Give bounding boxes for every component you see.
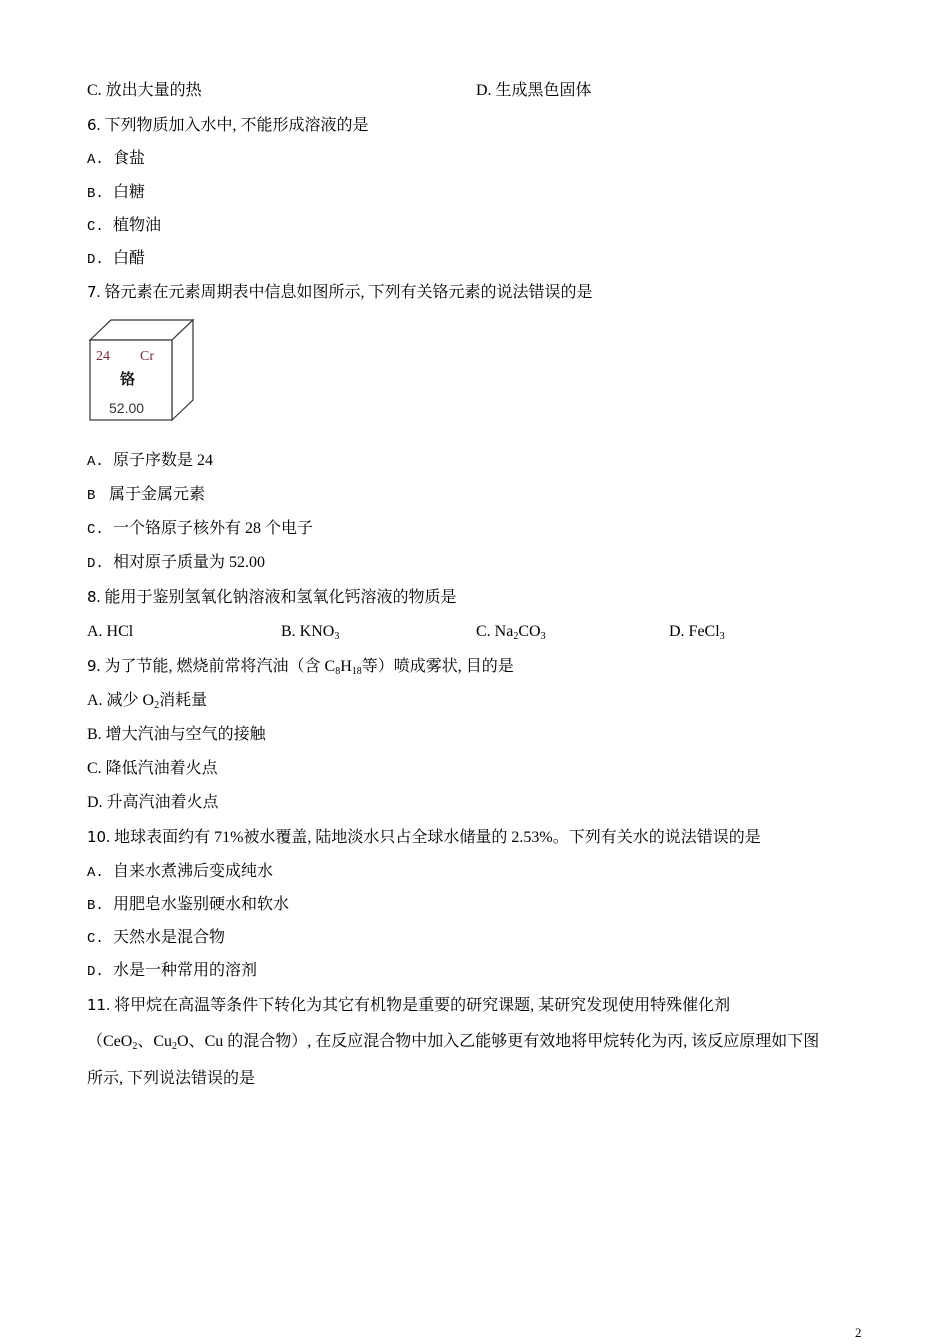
question-text: H — [340, 658, 352, 675]
option-text: 一个铬原子核外有 28 个电子 — [113, 520, 314, 537]
option-text: 天然水是混合物 — [113, 929, 226, 946]
question-11-line-2 — [87, 1031, 819, 1053]
option-text: 水是一种常用的溶剂 — [113, 962, 258, 979]
q9-option-c: C. 降低汽油着火点 — [87, 760, 218, 777]
q9-option-a — [87, 690, 207, 712]
q9-option-b: B. 增大汽油与空气的接触 — [87, 726, 266, 743]
option-letter: A. — [87, 152, 104, 168]
subscript: 3 — [540, 631, 546, 642]
q5-option-d: D. 生成黑色固体 — [476, 82, 592, 99]
option-text: 相对原子质量为 52.00 — [113, 554, 266, 571]
option-letter: D. — [87, 556, 104, 572]
element-name: 铬 — [120, 370, 136, 388]
q10-option-b — [87, 894, 289, 917]
option-letter: B — [87, 488, 96, 504]
q6-option-c — [87, 215, 161, 238]
q7-option-a — [87, 450, 213, 473]
question-9-stem — [87, 655, 514, 678]
option-text: 消耗量 — [159, 692, 208, 709]
q10-option-a — [87, 861, 273, 884]
option-letter: B. — [87, 186, 104, 202]
atomic-mass: 52.00 — [109, 400, 145, 416]
periodic-table-cell — [87, 318, 197, 424]
subscript: 2 — [132, 1041, 138, 1052]
option-text: A. 减少 O — [87, 692, 155, 709]
q10-option-d — [87, 960, 257, 983]
subscript: 18 — [351, 666, 362, 677]
q7-option-c — [87, 518, 313, 541]
question-8-stem — [87, 586, 457, 609]
option-text: C. Na — [476, 623, 514, 640]
question-text: . 能用于鉴别氢氧化钠溶液和氢氧化钙溶液的物质是 — [96, 589, 457, 606]
q8-option-a: A. HCl — [87, 623, 134, 640]
option-text: 白醋 — [113, 250, 146, 267]
option-text: 白糖 — [113, 184, 146, 201]
subscript: 8 — [335, 666, 341, 677]
option-text: 食盐 — [113, 150, 146, 167]
option-text: B. KNO — [281, 623, 335, 640]
question-number: 6 — [87, 116, 97, 134]
q6-option-d — [87, 248, 145, 271]
question-7-stem — [87, 281, 593, 304]
question-number: 9 — [87, 657, 97, 675]
option-letter: C. — [87, 219, 104, 235]
subscript: 3 — [719, 631, 725, 642]
question-11-line-3: 所示, 下列说法错误的是 — [87, 1070, 256, 1087]
page-number: 2 — [855, 1325, 862, 1340]
option-letter: C. — [87, 931, 104, 947]
q8-option-b — [281, 621, 339, 643]
q10-option-c — [87, 927, 225, 950]
question-6-stem — [87, 114, 369, 137]
option-text: 属于金属元素 — [109, 486, 206, 503]
question-text: . 下列物质加入水中, 不能形成溶液的是 — [96, 117, 369, 134]
subscript: 2 — [172, 1041, 178, 1052]
subscript: 2 — [154, 700, 160, 711]
option-text: 原子序数是 24 — [113, 452, 214, 469]
question-number: 8 — [87, 588, 97, 606]
question-text: . 为了节能, 燃烧前常将汽油（含 C — [96, 658, 336, 675]
element-symbol: Cr — [140, 349, 154, 364]
atomic-number: 24 — [96, 349, 110, 364]
q5-option-c: C. 放出大量的热 — [87, 82, 202, 99]
option-text: 自来水煮沸后变成纯水 — [113, 863, 274, 880]
q6-option-b — [87, 182, 145, 205]
option-letter: D. — [87, 252, 104, 268]
question-text: . 地球表面约有 71%被水覆盖, 陆地淡水只占全球水储量的 2.53%。下列有关水的说法错误的是 — [106, 829, 761, 846]
q8-option-c — [476, 621, 546, 643]
question-text: O、Cu 的混合物）, 在反应混合物中加入乙能够更有效地将甲烷转化为丙, 该反应原理如下图 — [177, 1033, 820, 1050]
subscript: 3 — [334, 631, 340, 642]
question-number: 11 — [87, 996, 107, 1014]
option-letter: B. — [87, 898, 104, 914]
option-text: CO — [518, 623, 541, 640]
question-number: 7 — [87, 283, 97, 301]
option-letter: A. — [87, 865, 104, 881]
element-cell-drawing — [87, 318, 197, 424]
option-letter: D. — [87, 964, 104, 980]
question-text: 、Cu — [137, 1033, 173, 1050]
question-10-stem — [87, 826, 761, 849]
question-text: 等）喷成雾状, 目的是 — [361, 658, 514, 675]
q7-option-d — [87, 552, 265, 575]
question-11-stem — [87, 994, 730, 1017]
question-text: . 铬元素在元素周期表中信息如图所示, 下列有关铬元素的说法错误的是 — [96, 284, 593, 301]
option-text: D. FeCl — [669, 623, 720, 640]
option-letter: C. — [87, 522, 104, 538]
question-text: （CeO — [87, 1033, 133, 1050]
question-text: . 将甲烷在高温等条件下转化为其它有机物是重要的研究课题, 某研究发现使用特殊催化剂 — [106, 997, 731, 1014]
q9-option-d: D. 升高汽油着火点 — [87, 794, 219, 811]
q7-option-b — [87, 484, 205, 507]
question-number: 10 — [87, 828, 107, 846]
q6-option-a — [87, 148, 145, 171]
option-text: 植物油 — [113, 217, 162, 234]
q8-option-d — [669, 621, 725, 643]
option-letter: A. — [87, 454, 104, 470]
option-text: 用肥皂水鉴别硬水和软水 — [113, 896, 290, 913]
subscript: 2 — [513, 631, 519, 642]
